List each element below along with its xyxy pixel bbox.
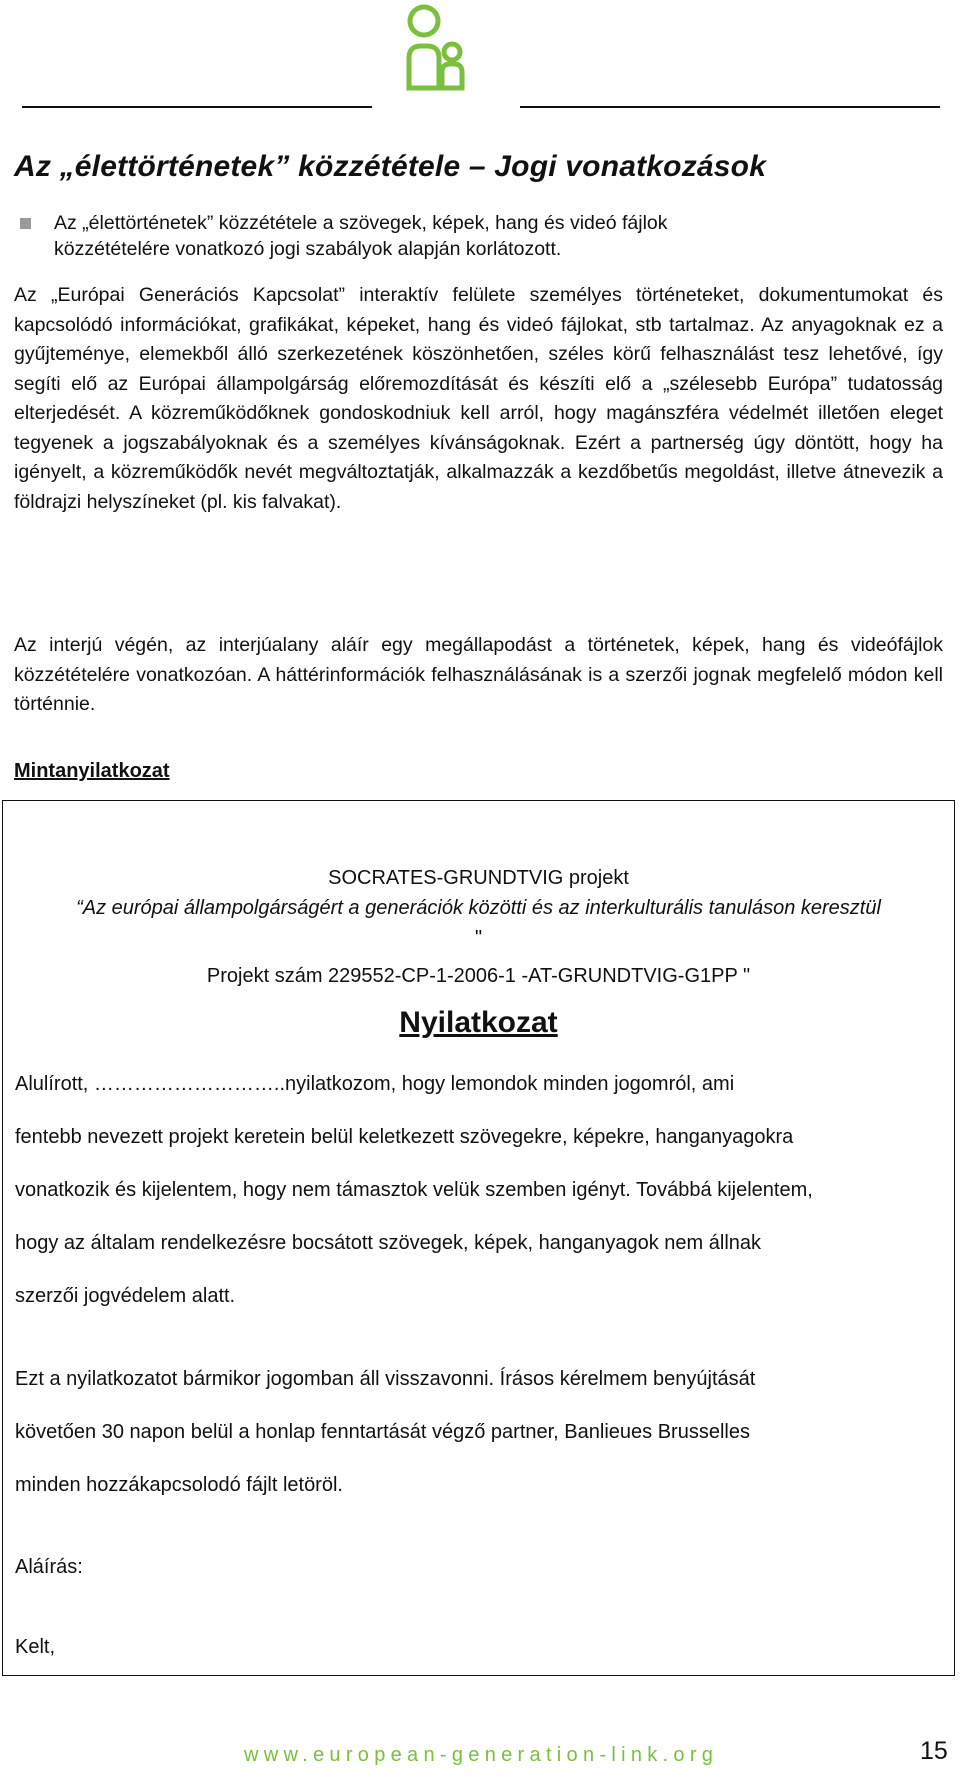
bullet-item (14, 210, 914, 262)
declaration-line: szerzői jogvédelem alatt. (15, 1285, 236, 1307)
signature-label: Aláírás: (15, 1556, 83, 1578)
date-label: Kelt, (15, 1636, 56, 1658)
declaration-line: fentebb nevezett projekt keretein belül keletkezett szövegekre, képekre, hanganyagokra (15, 1126, 794, 1148)
intro-paragraph: Az „Európai Generációs Kapcsolat” interaktív felülete személyes történeteket, dokumentumokat és kapcsolódó információkat, grafikákat, képeket, hang és videó fájlokat, stb tartalmaz. Az anyagoknak ez a gyűjteménye, elemekből álló szerkezetének köszönhetően, széles körű felhasználást tesz lehetővé, így segíti elő az Európai állampolgárság előremozdítását és készíti elő a „szélesebb Európa” tudatosság elterjedését. A közreműködőknek gondoskodniuk kell arról, hogy magánszféra védelmét illetően eleget tegyenek a jogszabályoknak és a személyes kívánságoknak. Ezért a partnerség úgy döntött, hogy ha igényelt, a közreműködők nevét megváltoztatják, alkalmazzák a kezdőbetűs megoldást, illetve átnevezik a földrajzi helyszíneket (pl. kis falvakat). (14, 284, 943, 513)
declaration-title: Nyilatkozat (399, 1006, 558, 1039)
footer-url[interactable]: www.european-generation-link.org (244, 1744, 719, 1766)
revocation-statement (15, 1353, 945, 1512)
bullet-text (14, 210, 914, 262)
bullet-line: Az „élettörténetek” közzététele a szövegek, képek, hang és videó fájlok (54, 212, 668, 234)
declaration-line: hogy az általam rendelkezésre bocsátott szövegek, képek, hanganyagok nem állnak (15, 1232, 762, 1254)
header-rule-left (22, 106, 372, 108)
page-number: 15 (920, 1737, 948, 1765)
closing-quote: " (474, 927, 483, 949)
revocation-line: követően 30 napon belül a honlap fenntartását végző partner, Banlieues Brusselles (15, 1421, 750, 1443)
sample-declaration-title: Mintanyilatkozat (14, 760, 170, 782)
declaration-box (2, 800, 955, 1676)
section-heading: Az „élettörténetek” közzététele – Jogi vonatkozások (14, 150, 767, 183)
bullet-line: közzétételére vonatkozó jogi szabályok alapján korlátozott. (54, 238, 562, 260)
interview-paragraph: Az interjú végén, az interjúalany aláír egy megállapodást a történetek, képek, hang és videófájlok közzétételére vonatkozóan. A háttérinformációk felhasználásának is a szerzői jognak megfelelő módon kell történnie. (14, 634, 943, 715)
revocation-line: Ezt a nyilatkozatot bármikor jogomban áll visszavonni. Írásos kérelmem benyújtását (15, 1368, 756, 1390)
project-name: SOCRATES-GRUNDTVIG projekt (328, 867, 629, 889)
revocation-line: minden hozzákapcsolodó fájlt letöröl. (15, 1474, 343, 1496)
people-logo-icon (400, 2, 470, 92)
project-number: Projekt szám 229552-CP-1-2006-1 -AT-GRUNDTVIG-G1PP " (206, 965, 751, 987)
declaration-line: vonatkozik és kijelentem, hogy nem támasztok velük szemben igényt. Továbbá kijelentem, (15, 1179, 813, 1201)
declaration-line: Alulírott, ………………………..nyilatkozom, hogy lemondok minden jogomról, ami (15, 1073, 735, 1095)
project-subtitle: “Az európai állampolgárságért a generációk közötti és az interkulturális tanuláson keresztül (76, 897, 881, 919)
square-bullet-icon (20, 218, 31, 229)
declaration-statement (15, 1058, 945, 1323)
header-rule-right (520, 106, 940, 108)
